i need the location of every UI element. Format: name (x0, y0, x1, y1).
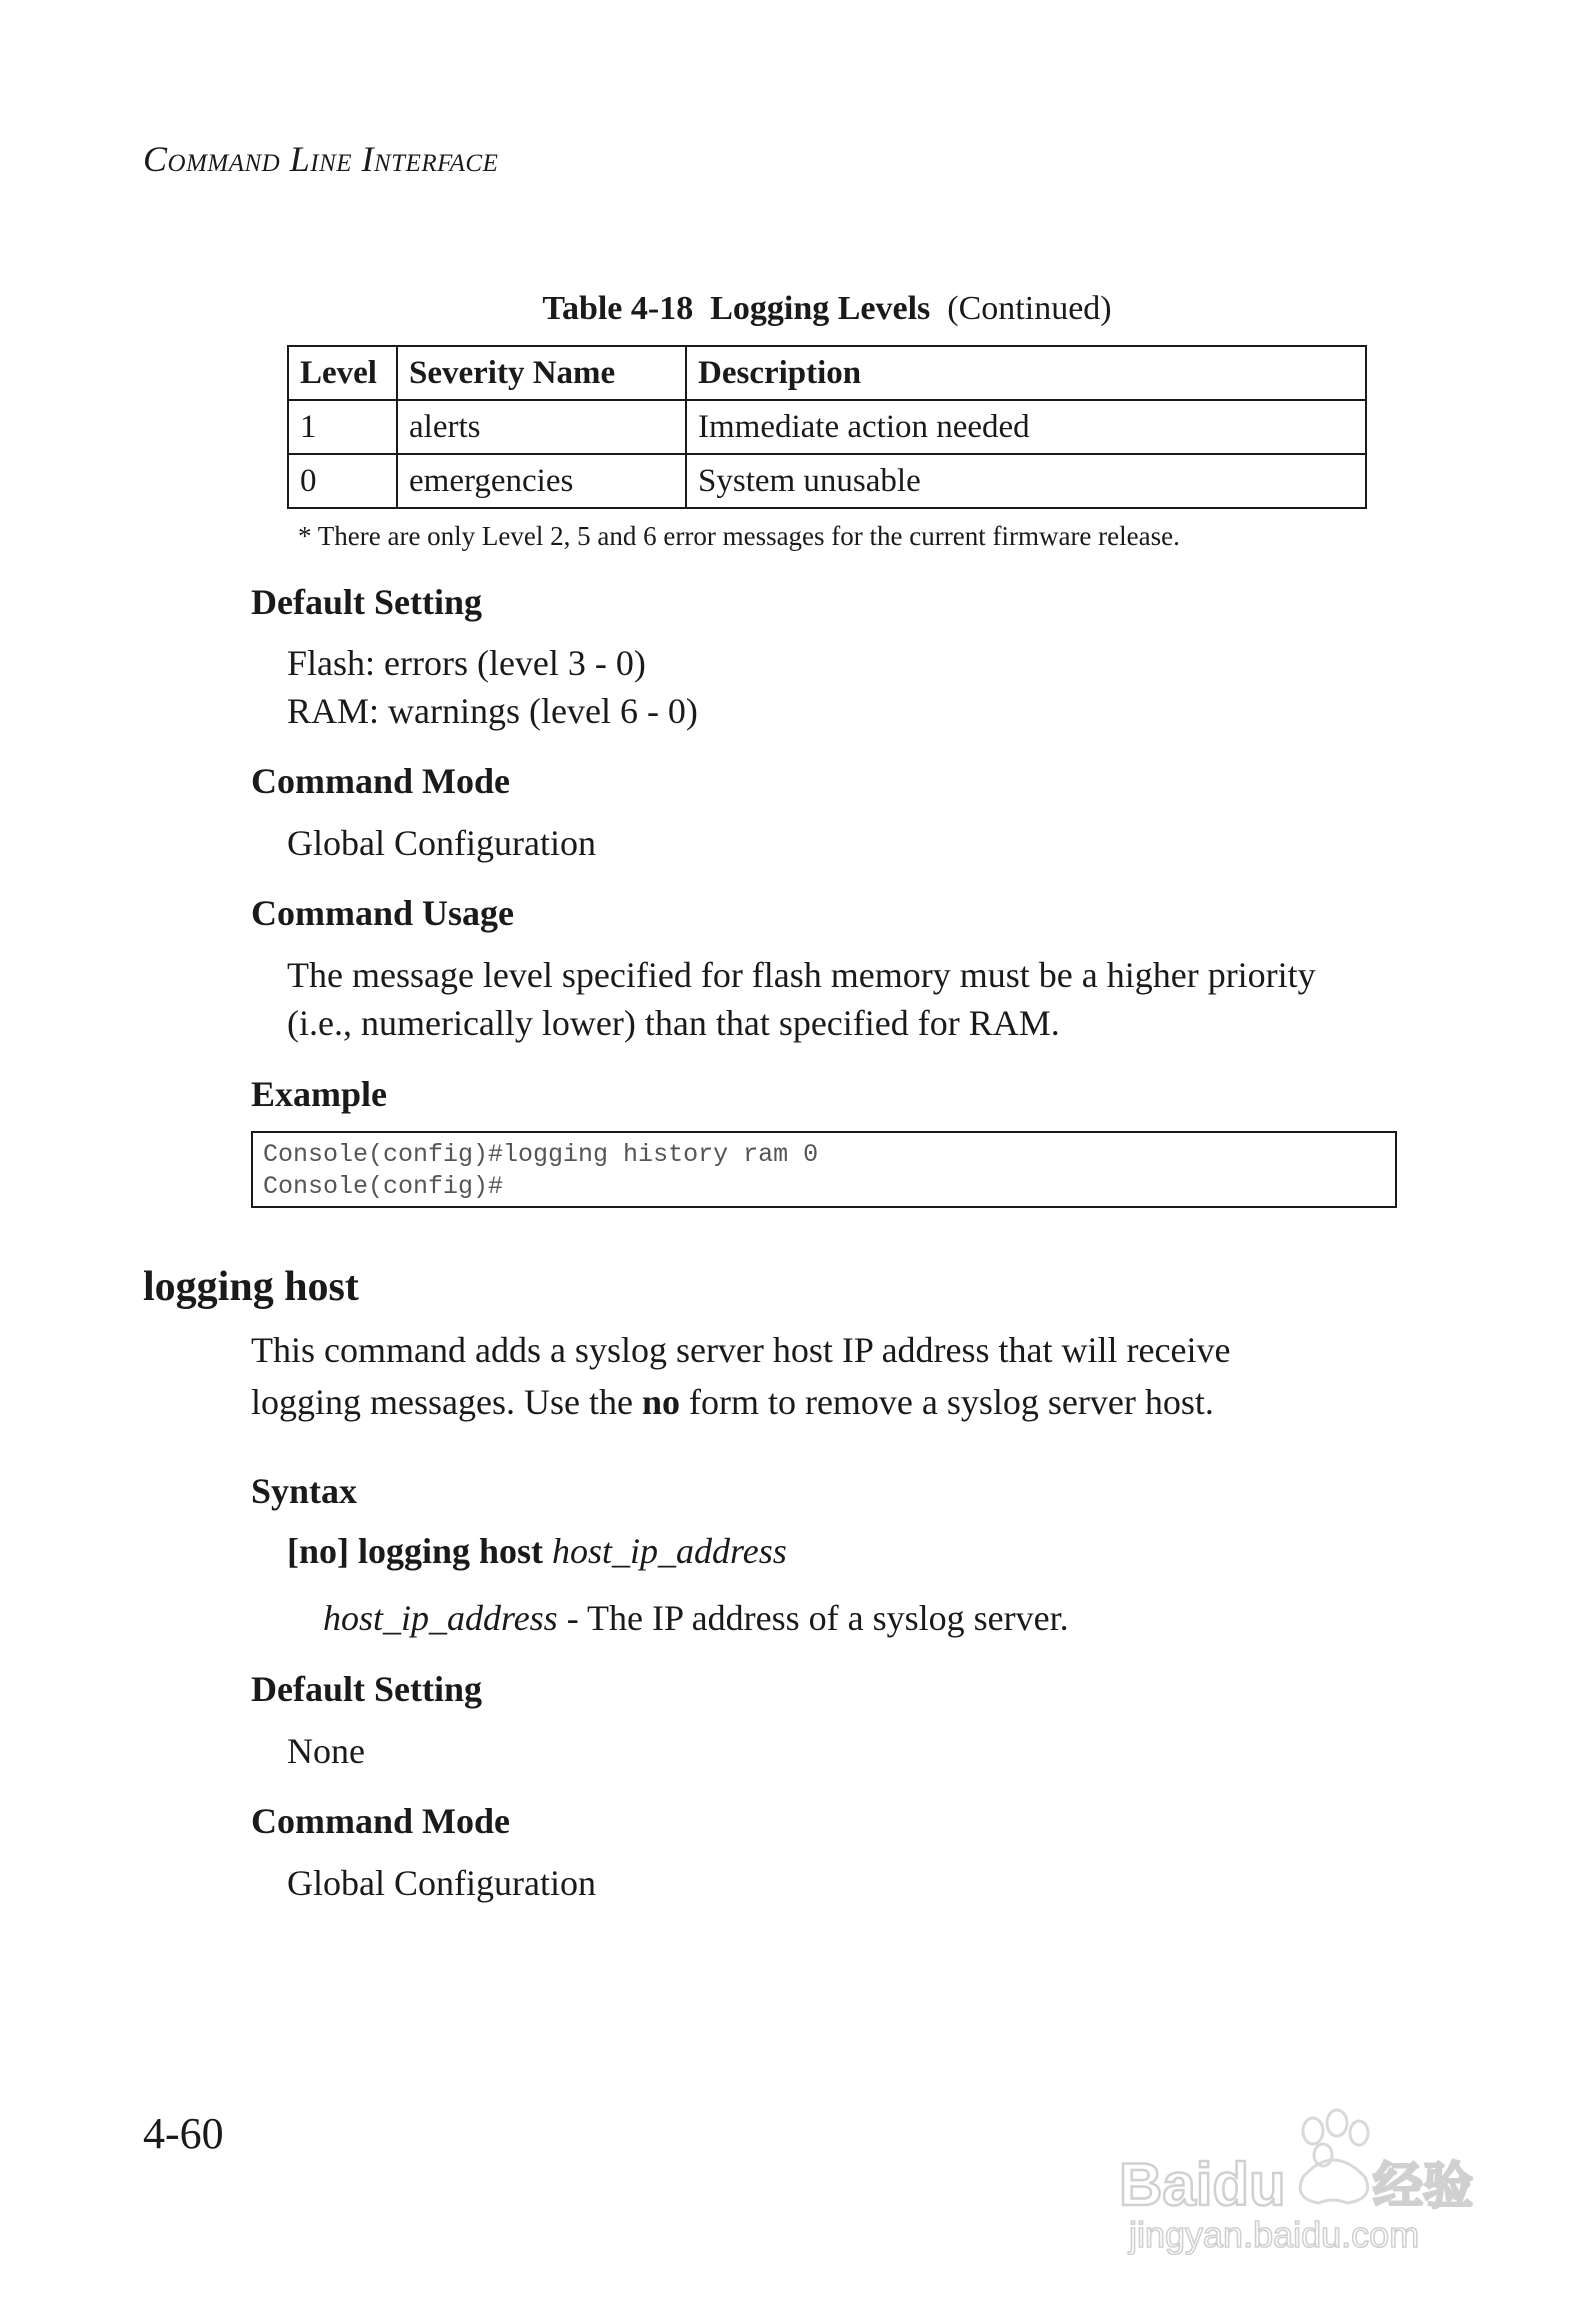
intro-paragraph-line (251, 1381, 1214, 1423)
cell-severity-name: emergencies (397, 454, 686, 508)
watermark-url: jingyan.baidu.com (1129, 2214, 1420, 2255)
command-mode-heading: Command Mode (251, 1801, 510, 1841)
default-setting-heading: Default Setting (251, 582, 482, 622)
table-caption-suffix: (Continued) (947, 290, 1112, 327)
command-usage-line: The message level specified for flash memory must be a higher priority (287, 955, 1316, 995)
cell-severity-name: alerts (397, 400, 686, 454)
column-header-severity-name: Severity Name (397, 346, 686, 400)
table-row (288, 400, 1366, 454)
syntax-command: logging host (358, 1531, 544, 1571)
default-setting-value: None (287, 1731, 365, 1771)
column-header-description: Description (686, 346, 1366, 400)
intro-paragraph-line: This command adds a syslog server host IP address that will receive (251, 1330, 1231, 1370)
cell-description: Immediate action needed (686, 400, 1366, 454)
baidu-watermark (1115, 2085, 1505, 2255)
param-name: host_ip_address (323, 1598, 558, 1638)
command-mode-heading: Command Mode (251, 761, 510, 801)
column-header-level: Level (288, 346, 397, 400)
paw-icon (1300, 2110, 1368, 2203)
syntax-heading: Syntax (251, 1471, 358, 1511)
section-title: logging host (143, 1264, 359, 1310)
param-text: - The IP address of a syslog server. (557, 1598, 1069, 1638)
no-keyword: no (641, 1382, 680, 1422)
command-mode-value: Global Configuration (287, 823, 596, 863)
command-usage-line: (i.e., numerically lower) than that specified for RAM. (287, 1003, 1060, 1043)
param-description (323, 1597, 1069, 1639)
code-line: Console(config)#logging history ram 0 (263, 1140, 819, 1169)
table-footnote: * There are only Level 2, 5 and 6 error messages for the current firmware release. (298, 521, 1180, 551)
page-number: 4-60 (143, 2109, 224, 2158)
command-usage-heading: Command Usage (251, 893, 515, 933)
logging-levels-table (287, 345, 1367, 509)
table-header-row (288, 346, 1366, 400)
watermark-cn: 经验 (1373, 2157, 1473, 2215)
cell-level: 0 (288, 454, 397, 508)
running-header: Command Line Interface (143, 139, 499, 179)
table-row (288, 454, 1366, 508)
cell-description: System unusable (686, 454, 1366, 508)
intro-text: logging messages. Use the (251, 1382, 642, 1422)
syntax-line (287, 1530, 787, 1572)
watermark-brand: Baidu (1119, 2151, 1286, 2218)
syntax-no: [no] (287, 1531, 349, 1571)
intro-text: form to remove a syslog server host. (679, 1382, 1214, 1422)
table-caption-title: Logging Levels (710, 290, 931, 327)
cell-level: 1 (288, 400, 397, 454)
syntax-param: host_ip_address (552, 1531, 787, 1571)
default-setting-heading: Default Setting (251, 1669, 482, 1709)
example-heading: Example (251, 1074, 388, 1114)
default-setting-flash: Flash: errors (level 3 - 0) (287, 643, 646, 683)
default-setting-ram: RAM: warnings (level 6 - 0) (287, 691, 698, 731)
table-caption-label: Table 4-18 (542, 290, 694, 327)
command-mode-value: Global Configuration (287, 1863, 596, 1903)
code-line: Console(config)# (263, 1172, 504, 1201)
example-code-block (251, 1131, 1397, 1208)
table-caption (287, 290, 1367, 328)
